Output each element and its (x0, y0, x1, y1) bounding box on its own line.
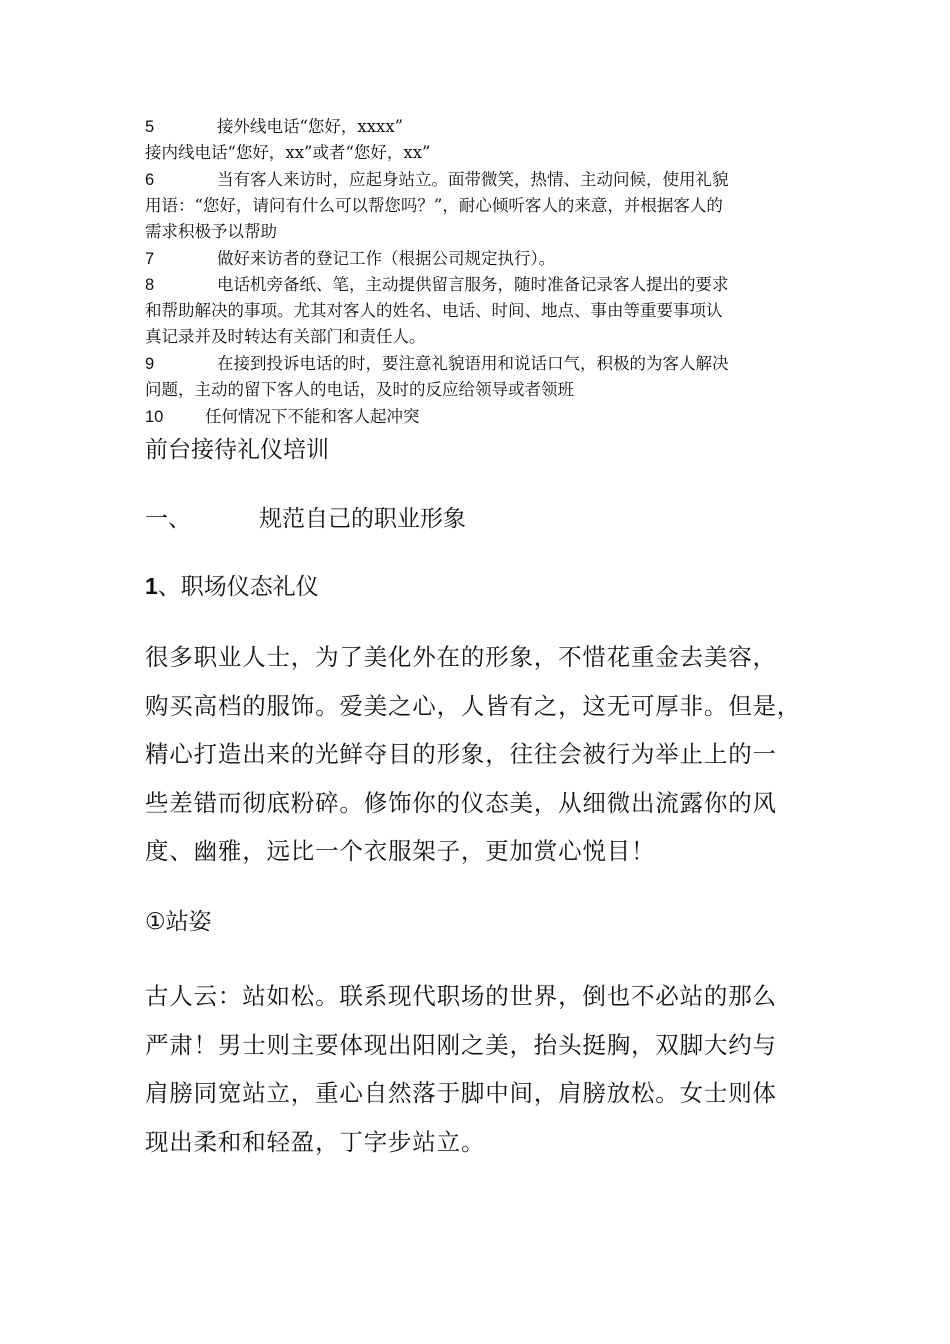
list-number: 8 (145, 276, 155, 294)
list-item-text-line: 电话机旁备纸、笔，主动提供留言服务，随时准备记录客人提出的要求 (217, 275, 729, 294)
list-number: 7 (145, 250, 155, 268)
list-item-6 (145, 167, 810, 245)
list-item-5 (145, 114, 810, 140)
list-item-9 (145, 351, 810, 403)
paragraph-line: 度、幽雅，远比一个衣服架子，更加赏心悦目！ (145, 837, 656, 865)
list-item-text: 接内线电话“您好，xx”或者“您好，xx” (145, 143, 431, 162)
list-item-7 (145, 246, 810, 272)
list-number: 9 (145, 355, 155, 373)
body-paragraph-1 (145, 633, 810, 876)
paragraph-line: 购买高档的服饰。爱美之心，人皆有之，这无可厚非。但是， (145, 691, 802, 720)
list-item-text: 任何情况下不能和客人起冲突 (205, 407, 420, 426)
section-heading (145, 504, 810, 534)
list-number: 6 (145, 171, 155, 189)
list-item-text-line: 问题，主动的留下客人的电话，及时的反应给领导或者领班 (145, 380, 574, 399)
list-item-text: 接外线电话“您好，xxxx” (217, 117, 404, 136)
section-title: 规范自己的职业形象 (259, 506, 466, 532)
paragraph-line: 严肃！男士则主要体现出阳刚之美，抬头挺胸，双脚大约与 (145, 1030, 777, 1059)
section-number: 一、 (145, 506, 191, 532)
list-number: 10 (145, 408, 164, 426)
subsection-number: 1 (145, 573, 158, 599)
list-item-text: 做好来访者的登记工作（根据公司规定执行）。 (217, 249, 556, 268)
list-number: 5 (145, 118, 155, 136)
body-paragraph-2 (145, 972, 810, 1166)
paragraph-line: 些差错而彻底粉碎。修饰你的仪态美，从细微出流露你的风 (145, 788, 777, 817)
list-item-text-line: 和帮助解决的事项。尤其对客人的姓名、电话、时间、地点、事由等重要事项认 (145, 301, 723, 320)
paragraph-line: 肩膀同宽站立，重心自然落于脚中间，肩膀放松。女士则体 (145, 1079, 777, 1107)
subsection-title: 、职场仪态礼仪 (157, 574, 319, 600)
subsection-heading (145, 571, 810, 602)
paragraph-line: 现出柔和和轻盈，丁字步站立。 (145, 1127, 486, 1156)
list-item-10 (145, 404, 810, 430)
paragraph-line: 很多职业人士，为了美化外在的形象，不惜花重金去美容， (145, 643, 777, 671)
stance-heading: ①站姿 (145, 909, 212, 935)
list-item-text-line: 当有客人来访时，应起身站立。面带微笑，热情、主动问候，使用礼貌 (217, 170, 729, 189)
list-item-5-continuation (145, 140, 810, 166)
list-item-text-line: 需求积极予以帮助 (145, 222, 277, 241)
list-item-text-line: 真记录并及时转达有关部门和责任人。 (145, 327, 426, 346)
document-title: 前台接待礼仪培训 (145, 437, 329, 463)
paragraph-line: 精心打造出来的光鲜夺目的形象，往往会被行为举止上的一 (145, 740, 777, 768)
list-item-8 (145, 272, 810, 350)
list-item-text-line: 用语：“您好，请问有什么可以帮您吗？”，耐心倾听客人的来意，并根据客人的 (145, 196, 723, 215)
paragraph-line: 古人云：站如松。联系现代职场的世界，倒也不必站的那么 (145, 982, 777, 1010)
list-item-text-line: 在接到投诉电话的时，要注意礼貌语用和说话口气，积极的为客人解决 (217, 354, 729, 373)
